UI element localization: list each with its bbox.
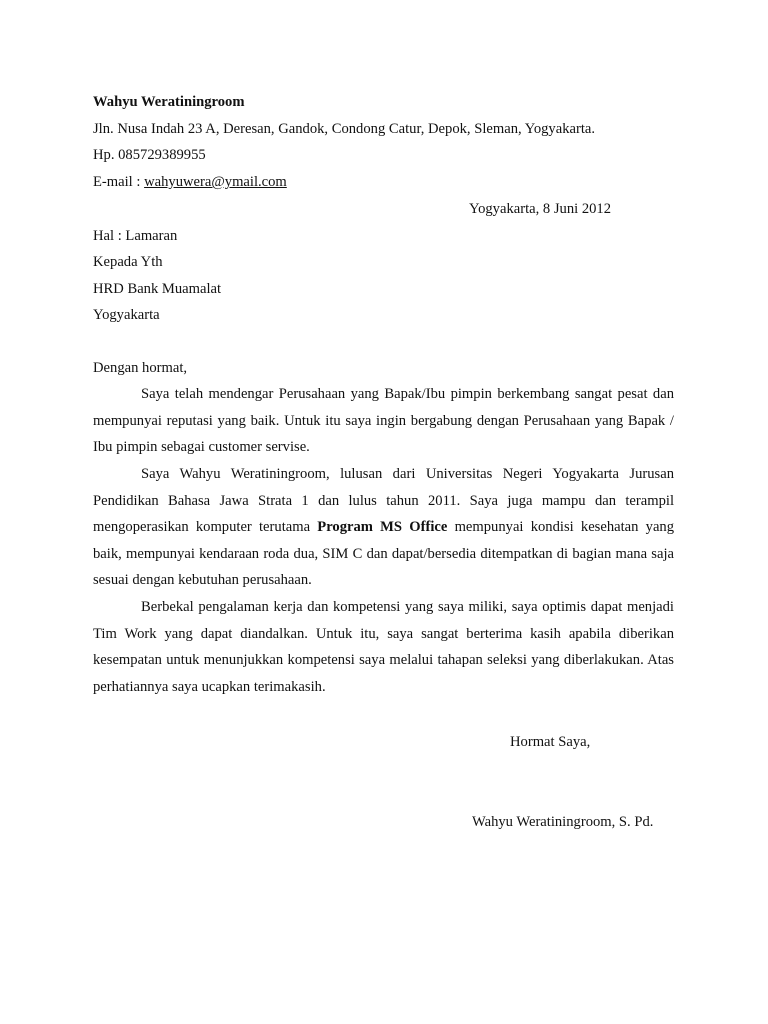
recipient-to: Kepada Yth	[93, 254, 163, 270]
letter-subject: Hal : Lamaran	[93, 228, 178, 244]
letter-date: Yogyakarta, 8 Juni 2012	[469, 201, 612, 217]
body-paragraph-3: Berbekal pengalaman kerja dan kompetensi yang saya miliki, saya optimis dapat menjadi Tim Work yang dapat diandalkan. Untuk itu, saya sangat berterima kasih apabila diberikan kesempatan untuk menunjukkan kompetensi saya melalui tahapan seleksi yang diberlakukan. Atas perhatiannya saya ucapkan terimakasih.	[93, 599, 674, 695]
sender-phone: Hp. 085729389955	[93, 147, 206, 163]
sender-email-line	[93, 173, 287, 191]
body-paragraph-2-part-1: Saya Wahyu Weratiningroom, lulusan dari Universitas Negeri Yogyakarta Jurusan Pendidikan Bahasa Jawa Strata 1 dan lulus tahun 2011. Saya juga mampu dan terampil mengoperasikan komputer terutama	[93, 466, 674, 536]
body-paragraph-2-part-2: mempunyai kondisi kesehatan yang baik, mempunyai kendaraan roda dua, SIM C dan dapat/bersedia ditempatkan di bagian mana saja sesuai dengan kebutuhan perusahaan.	[93, 519, 675, 589]
signature-name: Wahyu Weratiningroom, S. Pd.	[472, 814, 654, 830]
sender-name: Wahyu Weratiningroom	[93, 94, 245, 110]
recipient-city: Yogyakarta	[93, 307, 160, 323]
body-paragraph-2	[93, 461, 674, 594]
sender-email-link[interactable]: wahyuwera@ymail.com	[144, 174, 287, 190]
body-paragraph-1: Saya telah mendengar Perusahaan yang Bapak/Ibu pimpin berkembang sangat pesat dan mempunyai reputasi yang baik. Untuk itu saya ingin bergabung dengan Perusahaan yang Bapak / Ibu pimpin sebagai customer servise.	[93, 386, 674, 456]
body-paragraph-2-emphasis: Program MS Office	[317, 519, 448, 536]
salutation: Dengan hormat,	[93, 360, 188, 376]
closing: Hormat Saya,	[510, 734, 591, 750]
sender-address: Jln. Nusa Indah 23 A, Deresan, Gandok, Condong Catur, Depok, Sleman, Yogyakarta.	[93, 121, 596, 137]
recipient-org: HRD Bank Muamalat	[93, 281, 222, 297]
sender-email-label: E-mail :	[93, 174, 145, 190]
